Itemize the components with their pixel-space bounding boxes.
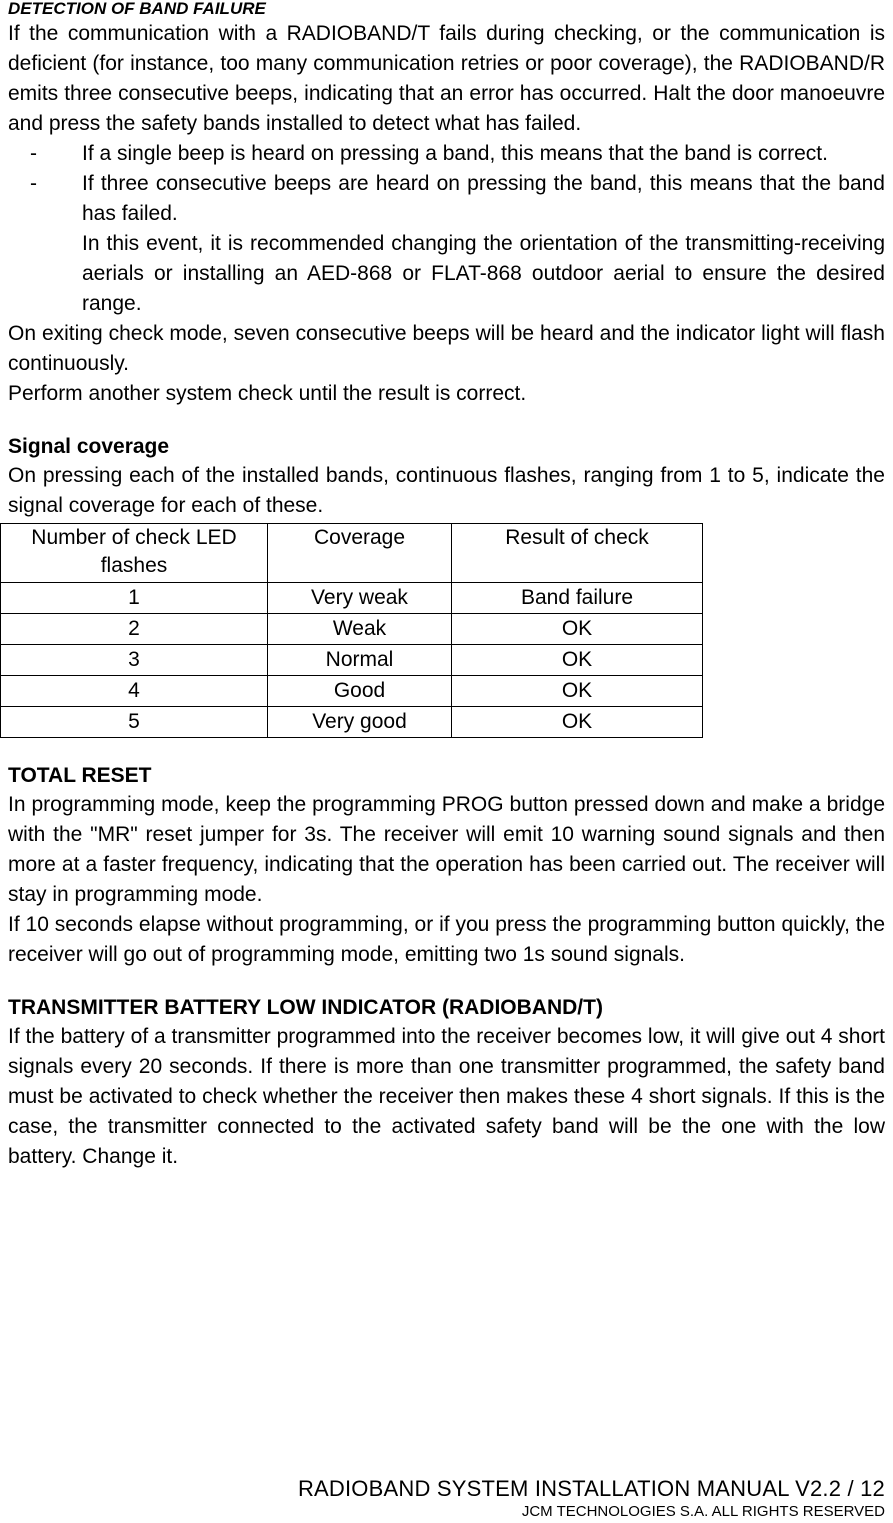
table-cell: OK [452,707,703,738]
table-cell: 1 [1,583,268,614]
table-cell: 2 [1,614,268,645]
bullet-text: If three consecutive beeps are heard on pressing the band, this means that the band has failed. [82,172,885,225]
reset-paragraph-1: In programming mode, keep the programming PROG button pressed down and make a bridge with the "MR" reset jumper for 3s. The receiver will emit 10 warning sound signals and then more at a faster frequency, indicating that the operation has been carried out. The receiver will stay in programming mode. [8,793,885,906]
table-row [1,583,703,614]
table-cell: OK [452,614,703,645]
table-cell: OK [452,676,703,707]
footer-copyright: JCM TECHNOLOGIES S.A. ALL RIGHTS RESERVED [521,1503,885,1520]
detection-note: In this event, it is recommended changing the orientation of the transmitting-receiving aerials or installing an AED-868 or FLAT-868 outdoor aerial to ensure the desired range. [82,232,885,315]
detection-heading: DETECTION OF BAND FAILURE [8,0,266,18]
table-cell: Weak [268,614,452,645]
reset-paragraph-2: If 10 seconds elapse without programming, or if you press the programming button quickly, the receiver will go out of programming mode, emitting two 1s sound signals. [8,913,885,966]
spacer [8,409,885,433]
table-cell: OK [452,645,703,676]
detection-bullet-list [8,139,885,229]
table-cell: Very weak [268,583,452,614]
column-header-flashes: Number of check LED flashes [1,524,268,583]
table-row [1,707,703,738]
bullet-marker: - [30,142,37,165]
document-page [8,0,885,1172]
bullet-text: If a single beep is heard on pressing a band, this means that the band is correct. [82,142,828,165]
battery-paragraph: If the battery of a transmitter programmed into the receiver becomes low, it will give out 4 short signals every 20 seconds. If there is more than one transmitter programmed, the safety band must be activated to check whether the receiver then makes these 4 short signals. If this is the case, the transmitter connected to the activated safety band will be the one with the low battery. Change it. [8,1025,885,1168]
spacer [8,738,885,762]
column-header-coverage: Coverage [268,524,452,583]
table-row [1,676,703,707]
table-row [1,614,703,645]
reset-heading: TOTAL RESET [8,764,152,787]
battery-heading: TRANSMITTER BATTERY LOW INDICATOR (RADIOBAND/T) [8,996,603,1019]
exit-check-text: On exiting check mode, seven consecutive beeps will be heard and the indicator light will flash continuously. [8,322,885,375]
table-cell: 4 [1,676,268,707]
table-cell: Very good [268,707,452,738]
table-cell: Good [268,676,452,707]
repeat-check-text: Perform another system check until the result is correct. [8,382,527,405]
list-item [8,139,885,169]
table-cell: 5 [1,707,268,738]
column-header-result: Result of check [452,524,703,583]
page-footer [298,1475,885,1521]
table-cell: 3 [1,645,268,676]
coverage-table [0,523,703,738]
table-cell: Normal [268,645,452,676]
table-row [1,645,703,676]
coverage-heading: Signal coverage [8,435,170,458]
coverage-paragraph: On pressing each of the installed bands, continuous flashes, ranging from 1 to 5, indicate the signal coverage for each of these. [8,464,885,517]
spacer [8,970,885,994]
list-item [8,169,885,229]
bullet-marker: - [30,172,37,195]
table-cell: Band failure [452,583,703,614]
footer-title: RADIOBAND SYSTEM INSTALLATION MANUAL V2.2 / 12 [297,1476,885,1501]
detection-paragraph: If the communication with a RADIOBAND/T fails during checking, or the communication is deficient (for instance, too many communication retries or poor coverage), the RADIOBAND/R emits three consecutive beeps, indicating that an error has occurred. Halt the door manoeuvre and press the safety bands installed to detect what has failed. [8,22,885,135]
table-header-row [1,524,703,583]
